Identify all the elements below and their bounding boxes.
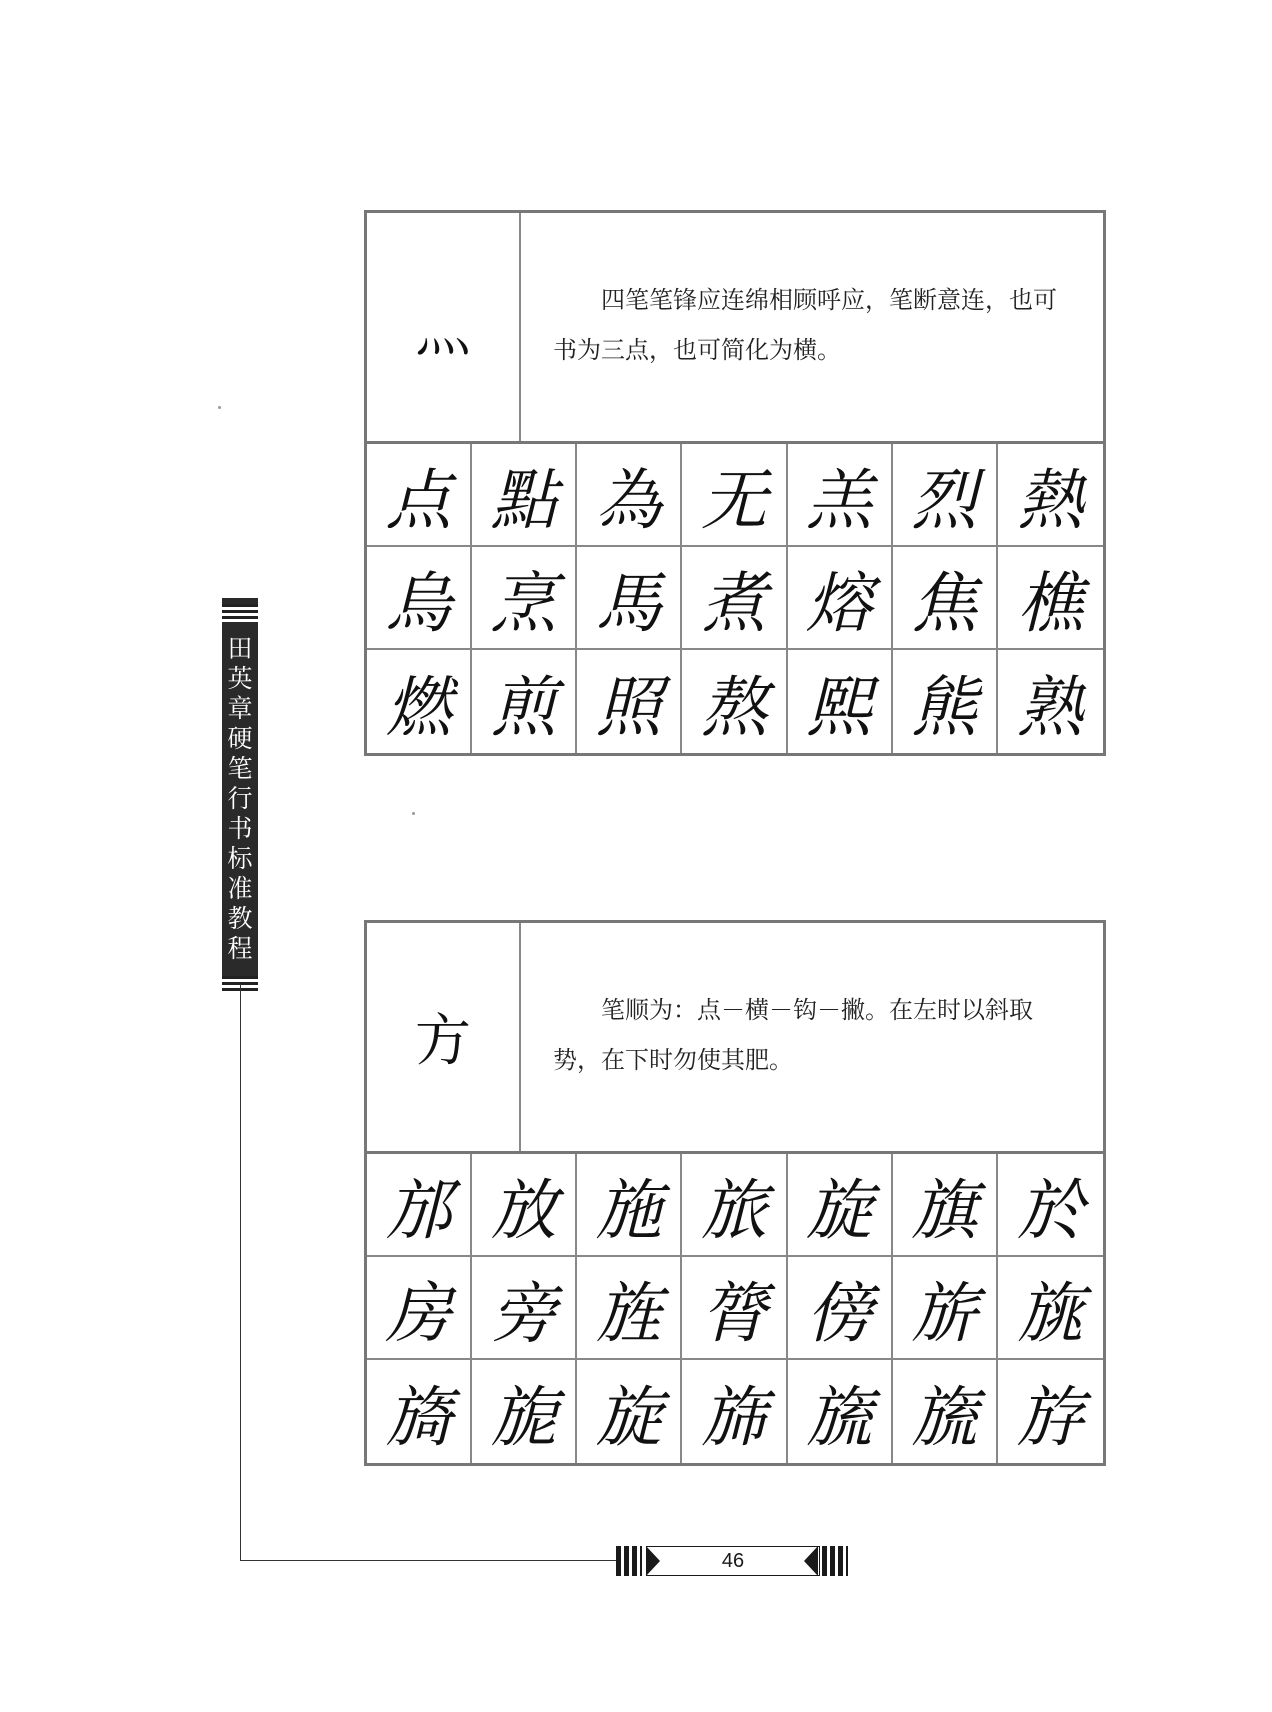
margin-rule-vertical	[240, 984, 241, 1560]
title-char: 笔	[227, 754, 253, 783]
side-title-bar	[222, 598, 258, 994]
practice-char: 旒	[788, 1360, 893, 1463]
practice-char: 傍	[788, 1257, 893, 1360]
radical-sample: 灬	[367, 213, 521, 441]
title-char: 准	[227, 874, 253, 903]
practice-char: 房	[367, 1257, 472, 1360]
practice-grid	[367, 1154, 1103, 1463]
practice-char: 旂	[893, 1257, 998, 1360]
paper-speck	[218, 406, 221, 409]
practice-char: 旖	[367, 1360, 472, 1463]
practice-char: 旁	[472, 1257, 577, 1360]
page-number-ornament	[616, 1546, 848, 1576]
title-char: 书	[227, 814, 253, 843]
ornament-arrow-left	[646, 1546, 660, 1576]
practice-char: 旋	[788, 1154, 893, 1257]
practice-char: 於	[998, 1154, 1103, 1257]
practice-char: 點	[472, 444, 577, 547]
practice-char: 放	[472, 1154, 577, 1257]
side-bar-stripes	[222, 604, 258, 622]
title-char: 英	[227, 664, 253, 693]
practice-char: 斿	[1017, 1379, 1084, 1456]
lesson-description: 笔顺为：点－横－钩－撇。在左时以斜取势，在下时勿使其肥。	[553, 996, 1033, 1074]
practice-char: 燃	[367, 650, 472, 753]
lesson-header	[367, 213, 1103, 444]
practice-char: 熱	[998, 444, 1103, 547]
lesson-block-fang	[364, 920, 1106, 1466]
practice-char: 旋	[577, 1360, 682, 1463]
book-title-vertical	[222, 634, 258, 968]
practice-char: 邡	[367, 1154, 472, 1257]
practice-grid	[367, 444, 1103, 753]
ornament-arrow-right	[804, 1546, 818, 1576]
practice-char: 熊	[893, 650, 998, 753]
ornament-bars-left	[616, 1546, 642, 1576]
title-char: 田	[227, 634, 253, 663]
practice-char: 烈	[893, 444, 998, 547]
practice-char: 旒	[893, 1360, 998, 1463]
lesson-description: 四笔笔锋应连绵相顾呼应，笔断意连，也可书为三点，也可简化为横。	[553, 286, 1057, 364]
practice-char: 樵	[998, 547, 1103, 650]
practice-char: 熙	[788, 650, 893, 753]
practice-char: 旎	[472, 1360, 577, 1463]
practice-char: 膂	[682, 1257, 787, 1360]
practice-char: 為	[577, 444, 682, 547]
practice-char: 熟	[1017, 669, 1084, 746]
practice-char: 烹	[472, 547, 577, 650]
practice-char: 无	[682, 444, 787, 547]
practice-char: 旗	[893, 1154, 998, 1257]
practice-char: 馬	[577, 547, 682, 650]
title-char: 章	[227, 694, 253, 723]
practice-char: 烏	[367, 547, 472, 650]
radical-sample: 方	[367, 923, 521, 1151]
practice-char: 熔	[788, 547, 893, 650]
title-char: 硬	[227, 724, 253, 753]
practice-char: 照	[577, 650, 682, 753]
title-char: 行	[227, 784, 253, 813]
practice-char: 施	[577, 1154, 682, 1257]
practice-char: 熬	[682, 650, 787, 753]
paper-speck	[412, 812, 415, 815]
page-number: 46	[646, 1546, 820, 1576]
practice-char: 旐	[998, 1257, 1103, 1360]
title-char: 教	[227, 904, 253, 933]
practice-char: 旆	[682, 1360, 787, 1463]
practice-char: 点	[367, 444, 472, 547]
lesson-header	[367, 923, 1103, 1154]
ornament-bars-right	[822, 1546, 848, 1576]
practice-char: 旌	[577, 1257, 682, 1360]
practice-char: 煮	[682, 547, 787, 650]
practice-char: 旅	[682, 1154, 787, 1257]
lesson-block-huo-dots	[364, 210, 1106, 756]
title-char: 标	[227, 844, 253, 873]
margin-rule-horizontal	[240, 1560, 620, 1561]
practice-char: 焦	[893, 547, 998, 650]
practice-char: 羔	[788, 444, 893, 547]
title-char: 程	[227, 934, 253, 963]
practice-char: 煎	[472, 650, 577, 753]
